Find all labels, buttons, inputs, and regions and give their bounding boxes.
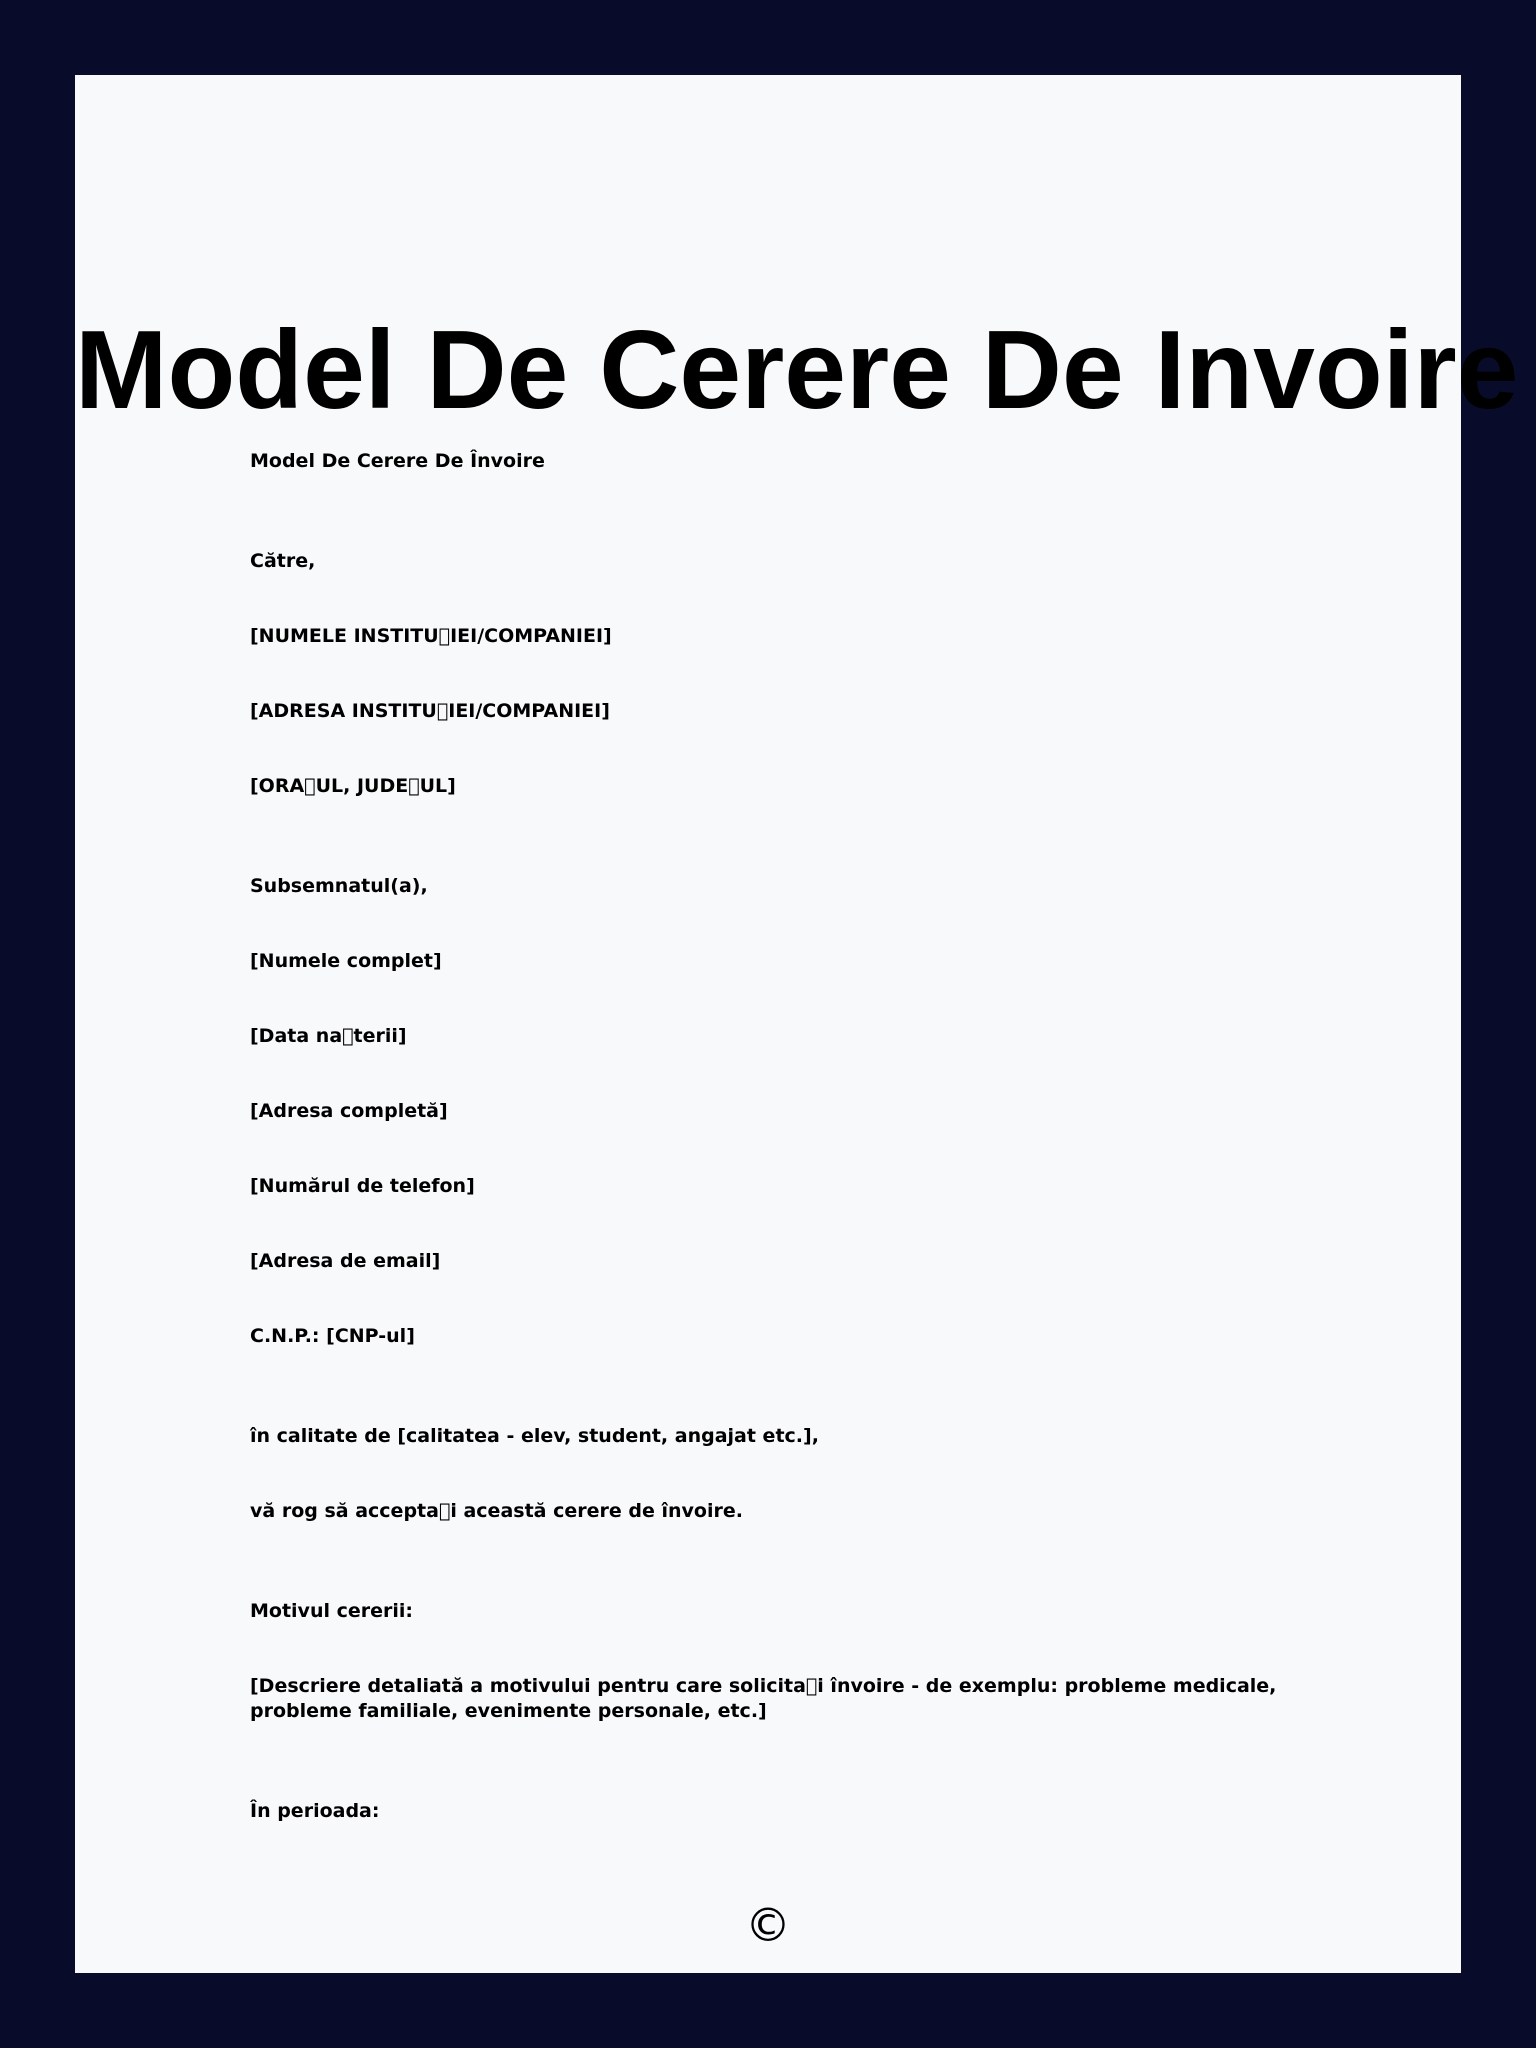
document-subtitle: Model De Cerere De Învoire bbox=[250, 450, 545, 472]
applicant-cnp: C.N.P.: [CNP-ul] bbox=[250, 1325, 415, 1347]
period-heading: În perioada: bbox=[250, 1800, 380, 1822]
recipient-salutation: Către, bbox=[250, 550, 316, 572]
recipient-city-county: [ORA UL, JUDE UL] bbox=[250, 775, 456, 797]
applicant-intro: Subsemnatul(a), bbox=[250, 875, 428, 897]
copyright-icon: © bbox=[745, 1898, 791, 1952]
applicant-birth-date: [Data na terii] bbox=[250, 1025, 407, 1047]
recipient-institution-name: [NUMELE INSTITU IEI/COMPANIEI] bbox=[250, 625, 612, 647]
request-capacity: în calitate de [calitatea - elev, student, angajat etc.], bbox=[250, 1425, 819, 1447]
applicant-email: [Adresa de email] bbox=[250, 1250, 441, 1272]
request-ask: vă rog să accepta i această cerere de învoire. bbox=[250, 1500, 743, 1522]
recipient-institution-address: [ADRESA INSTITU IEI/COMPANIEI] bbox=[250, 700, 610, 722]
document-page bbox=[75, 75, 1519, 1973]
page-title: Model De Cerere De Invoire bbox=[75, 308, 1519, 432]
applicant-address: [Adresa completă] bbox=[250, 1100, 448, 1122]
applicant-phone: [Numărul de telefon] bbox=[250, 1175, 475, 1197]
applicant-full-name: [Numele complet] bbox=[250, 950, 442, 972]
reason-heading: Motivul cererii: bbox=[250, 1600, 413, 1622]
reason-description: [Descriere detaliată a motivului pentru care solicita i învoire - de exemplu: probleme medicale, probleme familiale, evenimente personale, etc.] bbox=[250, 1675, 1277, 1722]
